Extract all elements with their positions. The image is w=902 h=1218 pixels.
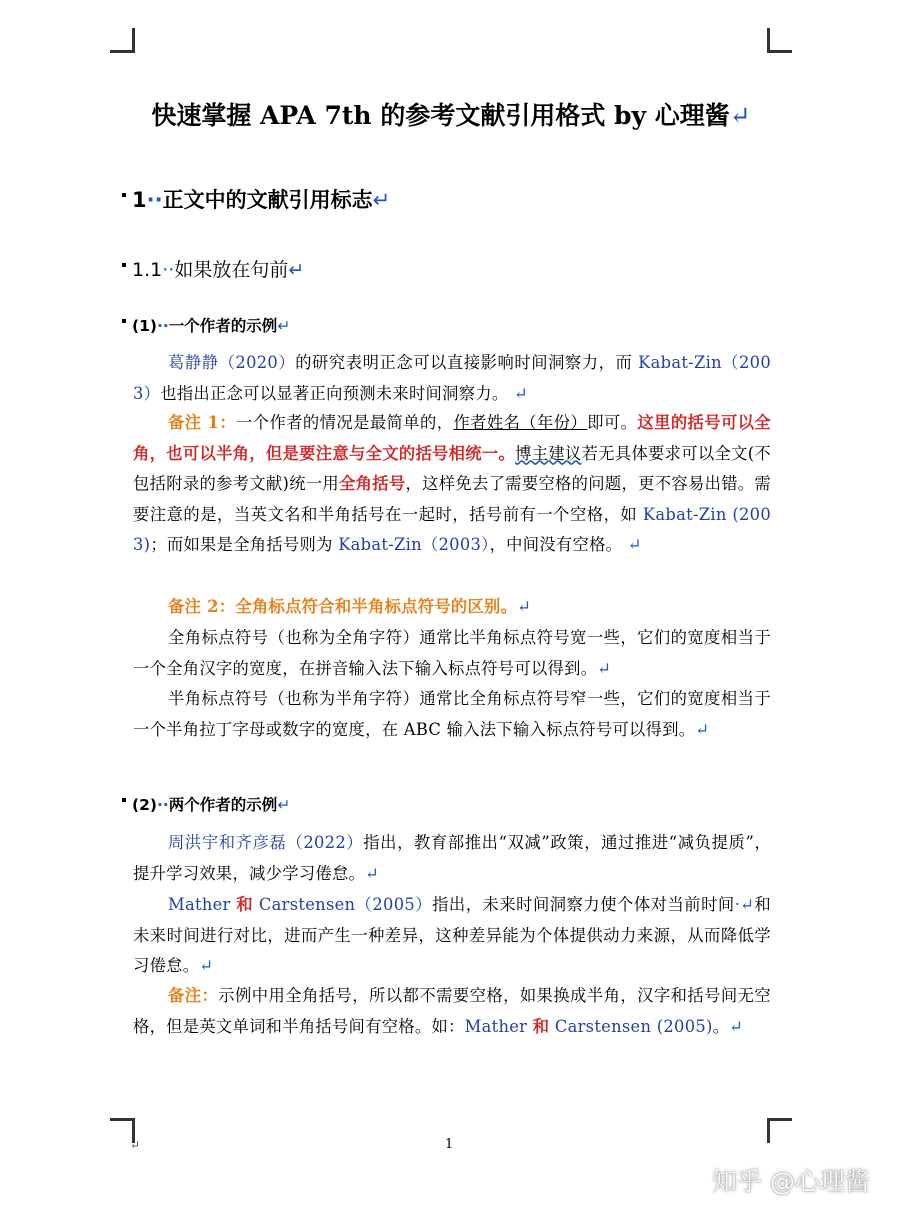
- space-mark-icon: ··: [156, 796, 169, 814]
- paragraph-mark-icon: ↵: [513, 383, 528, 403]
- paragraph-mark-icon: ↵: [627, 535, 642, 555]
- body-text: 指出，教育部推出“双减”政策，通过推进“减负提质”，提升学习效果，减少学习倦怠。: [133, 833, 771, 883]
- paragraph-note-2: [133, 592, 771, 623]
- page-number: 1: [445, 1137, 454, 1152]
- heading-1: [122, 184, 390, 214]
- paragraph-note-1: [133, 408, 771, 561]
- body-text: 一个作者的情况是最简单的，: [236, 413, 454, 432]
- bullet-icon: [122, 319, 126, 323]
- body-text: ；而如果是全角括号则为: [150, 535, 339, 555]
- citation: Carstensen（2005）: [253, 895, 433, 914]
- crop-mark-top-right: [767, 28, 792, 53]
- heading-3-number: (1): [132, 317, 157, 335]
- note-label: 备注：: [168, 986, 219, 1005]
- heading-3-single-author: [122, 314, 290, 336]
- citation: Carstensen (2005): [549, 1016, 713, 1036]
- document-title: [0, 96, 902, 132]
- underlined-text: 作者姓名（年份）: [453, 413, 588, 432]
- body-text: 。: [712, 1016, 730, 1036]
- body-text: 和未来时间进行对比，进而产生一种差异，这种差异能为个体提供动力来源，从而降低学习倦怠。: [133, 895, 772, 976]
- paragraph-mark-icon: ↵: [365, 863, 380, 883]
- paragraph-mark-icon: ↵: [729, 101, 751, 130]
- heading-1-number: 1: [132, 188, 147, 212]
- paragraph-mark-icon: ↵: [740, 895, 755, 914]
- citation: 葛静静（2020）: [168, 353, 296, 372]
- heading-2: [122, 255, 304, 282]
- body-text: 半角标点符号（也称为半角字符）通常比全角标点符号窄一些，它们的宽度相当于一个半角拉丁字母或数字的宽度，在 ABC 输入法下输入标点符号可以得到。: [133, 689, 771, 739]
- crop-mark-top-left: [110, 28, 135, 53]
- citation: 周洪宇和齐彦磊（2022）: [168, 833, 364, 852]
- space-mark-icon: ··: [146, 188, 163, 212]
- paragraph-two-authors-example-2: [133, 890, 771, 982]
- paragraph-mark-icon: ↵: [517, 597, 532, 616]
- citation-conjunction: 和: [532, 1016, 550, 1036]
- wavy-underlined-text: 博主建议: [515, 443, 582, 463]
- paragraph-halfwidth: [133, 684, 771, 745]
- bullet-icon: [122, 263, 126, 267]
- paragraph-mark-icon: ↵: [130, 1138, 141, 1152]
- citation: Mather: [464, 1016, 533, 1036]
- paragraph-mark-icon: ↵: [288, 259, 305, 281]
- paragraph-note-3: [133, 981, 771, 1042]
- paragraph-mark-icon: ↵: [199, 956, 214, 976]
- crop-mark-bottom-right: [767, 1118, 792, 1143]
- paragraph-two-authors-example-1: [133, 828, 771, 889]
- paragraph-fullwidth: [133, 623, 771, 684]
- heading-1-text: 正文中的文献引用标志: [162, 188, 373, 212]
- heading-3-text: 一个作者的示例: [168, 317, 278, 335]
- highlight-text: 这里的括号可以全角，也可以半角，但是要注意与全文的括号相统一。: [133, 413, 772, 463]
- heading-2-text: 如果放在句前: [174, 259, 289, 281]
- document-title-text: 快速掌握 APA 7th 的参考文献引用格式 by 心理酱: [151, 101, 730, 130]
- bullet-icon: [122, 798, 126, 802]
- heading-3-number: (2): [132, 796, 157, 814]
- body-text: 示例中用全角括号，所以都不需要空格，如果换成半角，汉字和括号间无空格，但是英文单词和半角括号间有空格。如：: [133, 986, 771, 1036]
- body-text: 也指出正念可以显著正向预测未来时间洞察力。: [160, 383, 509, 403]
- body-text: 全角标点符号（也称为全角字符）通常比半角标点符号宽一些，它们的宽度相当于一个全角汉字的宽度，在拼音输入法下输入标点符号可以得到。: [133, 628, 771, 678]
- paragraph-mark-icon: ↵: [597, 658, 612, 678]
- note-label: 备注 2：全角标点符合和半角标点符号的区别。: [168, 597, 518, 616]
- paragraph-mark-icon: ↵: [277, 796, 291, 814]
- paragraph-single-author-example: [133, 348, 771, 409]
- space-mark-icon: ··: [156, 317, 169, 335]
- body-text: ，这样免去了需要空格的问题，更不容易出错。需要注意的是，当英文名和半角括号在一起时，括号前有一个空格，如: [133, 474, 772, 524]
- space-mark-icon: ·: [734, 895, 741, 914]
- body-text: 若无具体要求可以全文(不包括附录的参考文献)统一用: [133, 443, 772, 494]
- paragraph-mark-icon: ↵: [372, 188, 391, 212]
- citation: Kabat-Zin (2003): [133, 504, 771, 555]
- citation-conjunction: 和: [236, 895, 254, 914]
- heading-3-two-authors: [122, 793, 290, 815]
- body-text: ，中间没有空格。: [489, 535, 623, 555]
- paragraph-mark-icon: ↵: [729, 1016, 744, 1036]
- paragraph-mark-icon: ↵: [695, 719, 710, 739]
- space-mark-icon: ··: [162, 259, 175, 281]
- highlight-text: 全角括号: [339, 474, 406, 494]
- body-text: 指出，未来时间洞察力使个体对当前时间: [432, 895, 735, 914]
- bullet-icon: [122, 193, 126, 197]
- heading-2-number: 1.1: [132, 259, 163, 281]
- body-text: 的研究表明正念可以直接影响时间洞察力，而: [295, 353, 639, 372]
- citation: Kabat-Zin（2003）: [338, 535, 490, 555]
- body-text: 即可。: [587, 413, 638, 432]
- note-label: 备注 1：: [168, 413, 237, 432]
- paragraph-mark-icon: ↵: [277, 317, 291, 335]
- watermark: 知乎 @心理酱: [712, 1167, 870, 1196]
- citation: Kabat-Zin（2003）: [133, 353, 771, 403]
- heading-3-text: 两个作者的示例: [168, 796, 278, 814]
- citation: Mather: [168, 895, 237, 914]
